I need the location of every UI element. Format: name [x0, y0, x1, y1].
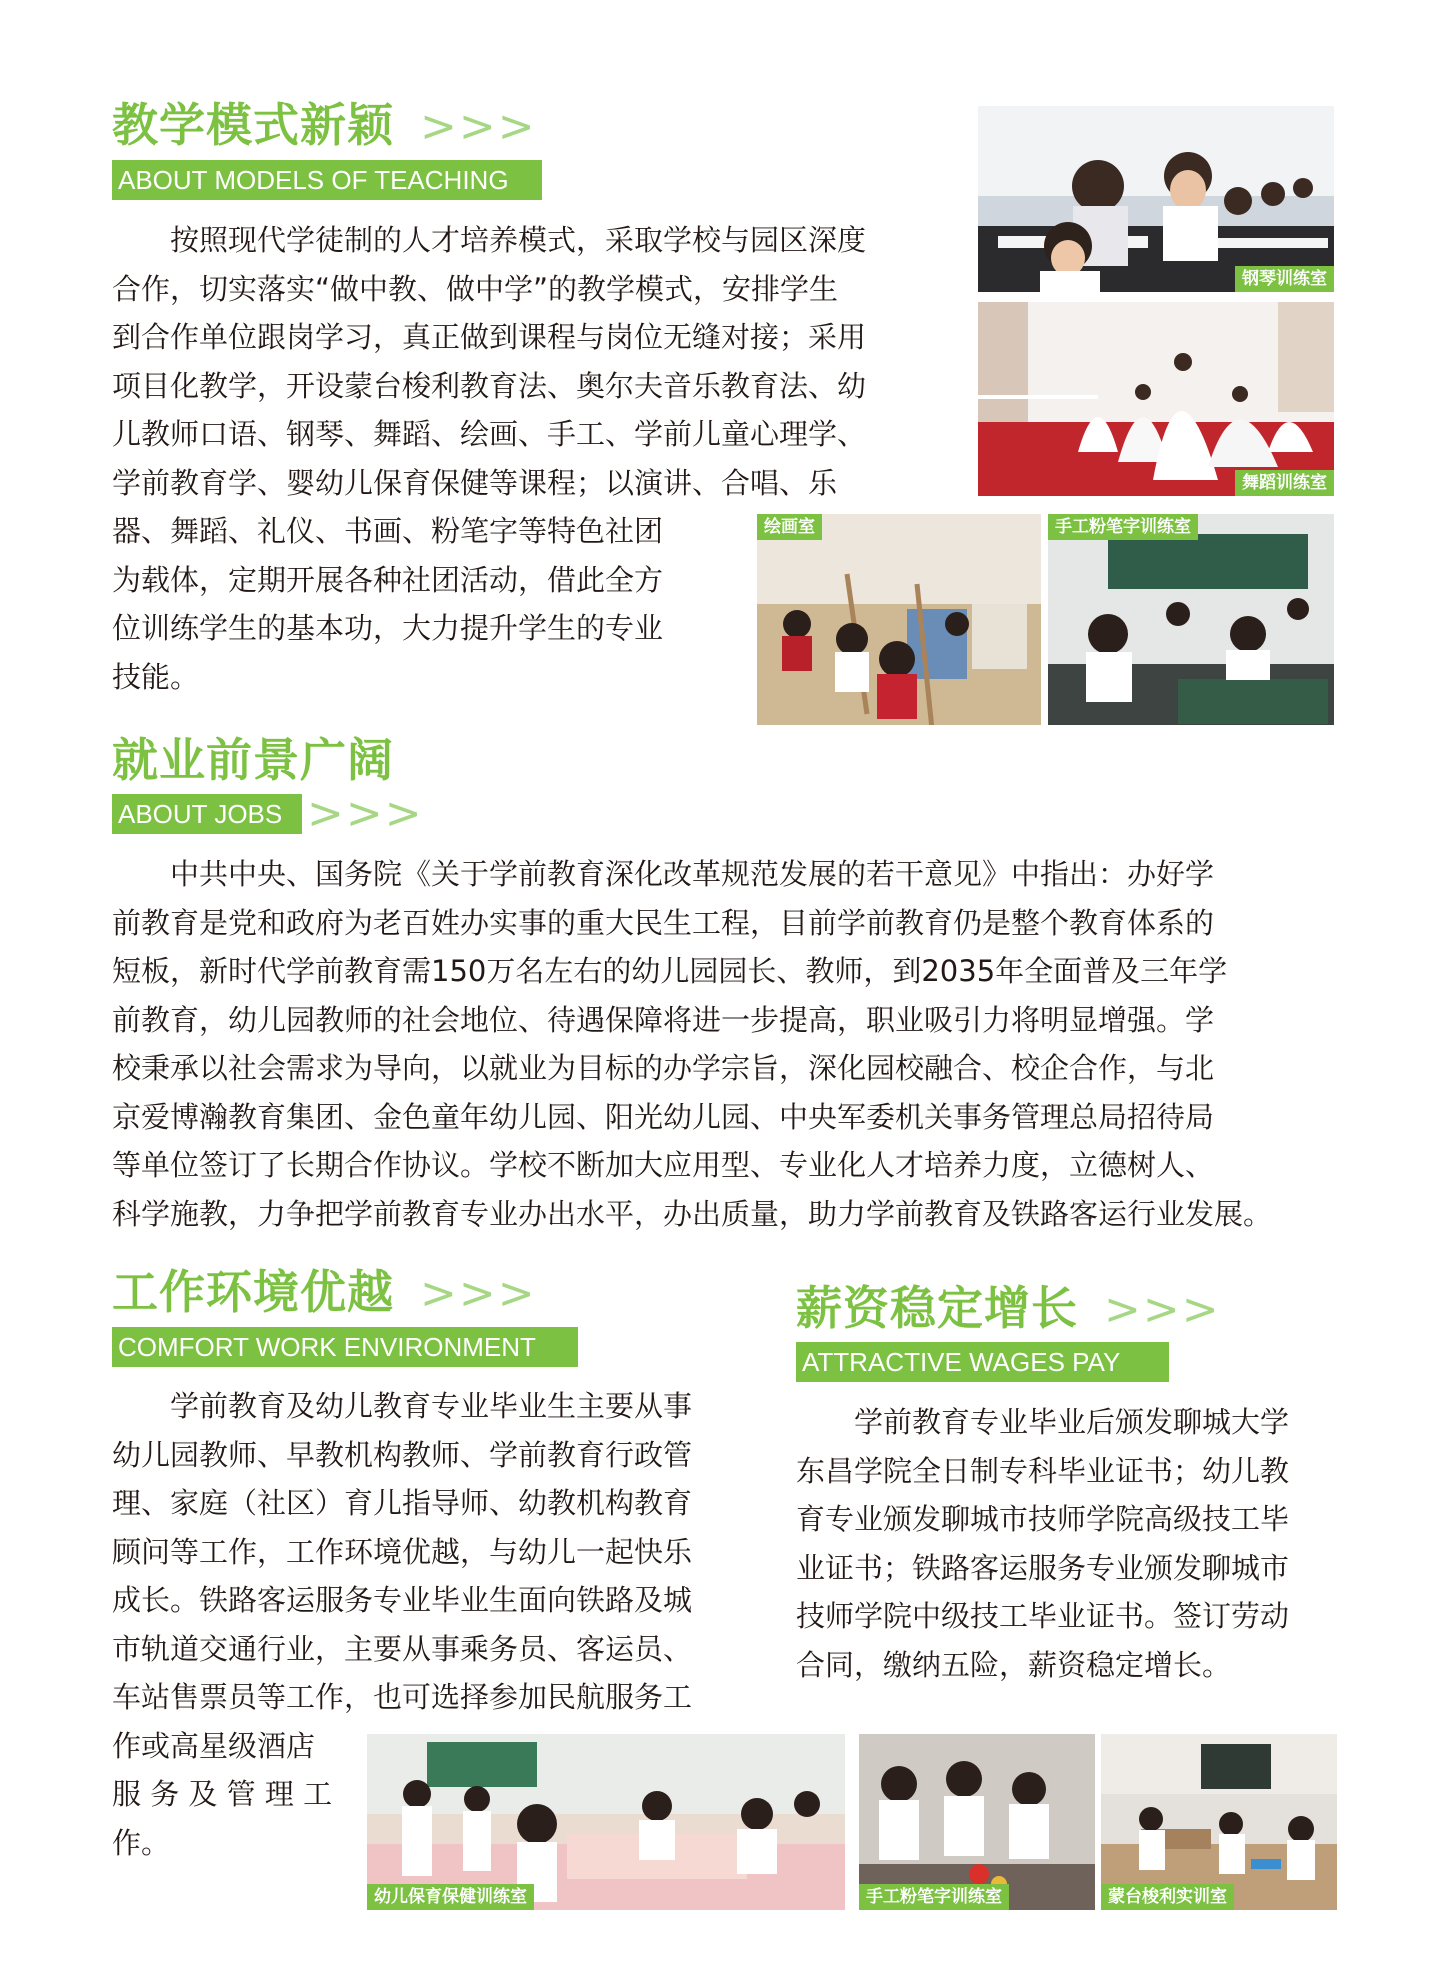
text-line: 作或高星级酒店: [112, 1728, 316, 1763]
photo-dance-room: [976, 300, 1336, 498]
section-title-jobs: 就业前景广阔: [112, 733, 394, 787]
photo-caption: 幼儿保育保健训练室: [367, 1884, 534, 1910]
arrows-decoration: >>>: [1104, 1284, 1221, 1335]
photo-childcare-room: [365, 1732, 847, 1912]
arrows-decoration: >>>: [420, 1268, 537, 1319]
section-subtitle-teaching: ABOUT MODELS OF TEACHING: [112, 160, 542, 200]
section-body-wages: [796, 1398, 1356, 1689]
photo-caption: 钢琴训练室: [1235, 266, 1334, 292]
text-line: 科学施教，力争把学前教育专业办出水平，办出质量，助力学前教育及铁路客运行业发展。: [112, 1196, 1273, 1231]
photo-montessori-room: [1099, 1732, 1339, 1912]
photo-caption: 舞蹈训练室: [1235, 470, 1334, 496]
text-line: 育专业颁发聊城市技师学院高级技工毕: [796, 1502, 1290, 1536]
text-line: 幼儿园教师、早教机构教师、学前教育行政管: [112, 1437, 693, 1472]
text-line: 位训练学生的基本功，大力提升学生的专业: [112, 611, 664, 645]
section-subtitle-environment: COMFORT WORK ENVIRONMENT: [112, 1327, 578, 1367]
arrows-decoration: >>>: [420, 101, 537, 152]
text-line: 前教育，幼儿园教师的社会地位、待遇保障将进一步提高，职业吸引力将明显增强。学: [112, 1002, 1215, 1037]
text-line: 等单位签订了长期合作协议。学校不断加大应用型、专业化人才培养力度，立德树人、: [112, 1148, 1215, 1182]
dance-scene-illustration: [978, 302, 1336, 498]
photo-piano-room: [976, 104, 1336, 294]
text-line: 作。: [112, 1825, 171, 1860]
text-line: 学前教育学、婴幼儿保育保健等课程；以演讲、合唱、乐: [112, 465, 838, 500]
section-title-wages: 薪资稳定增长: [796, 1281, 1078, 1335]
text-line: 到合作单位跟岗学习，真正做到课程与岗位无缝对接；采用: [112, 320, 867, 354]
text-line: 京爱博瀚教育集团、金色童年幼儿园、阳光幼儿园、中央军委机关事务管理总局招待局: [112, 1099, 1215, 1134]
section-subtitle-jobs: ABOUT JOBS: [112, 794, 302, 834]
text-line: 合作，切实落实“做中教、做中学”的教学模式，安排学生: [112, 271, 839, 306]
text-line: 技能。: [112, 659, 200, 694]
section-title-teaching: 教学模式新颖: [112, 98, 394, 152]
arrows-decoration: >>>: [307, 788, 424, 839]
photo-chalk-room-2: [857, 1732, 1097, 1912]
text-line: 车站售票员等工作，也可选择参加民航服务工: [112, 1680, 693, 1714]
photo-caption: 蒙台梭利实训室: [1101, 1884, 1234, 1910]
text-line: 前教育是党和政府为老百姓办实事的重大民生工程，目前学前教育仍是整个教育体系的: [112, 905, 1215, 940]
text-line: 学前教育及幼儿教育专业毕业生主要从事: [112, 1389, 693, 1423]
text-line: 校秉承以社会需求为导向，以就业为目标的办学宗旨，深化园校融合、校企合作，与北: [112, 1051, 1215, 1085]
text-line: 理、家庭（社区）育儿指导师、幼教机构教育: [112, 1486, 693, 1520]
section-body-jobs: [112, 850, 1342, 1238]
photo-caption: 手工粉笔字训练室: [1048, 514, 1198, 540]
text-line: 技师学院中级技工毕业证书。签订劳动: [796, 1599, 1290, 1633]
section-title-environment: 工作环境优越: [112, 1265, 394, 1319]
text-line: 项目化教学，开设蒙台梭利教育法、奥尔夫音乐教育法、幼: [112, 368, 867, 403]
text-line: 儿教师口语、钢琴、舞蹈、绘画、手工、学前儿童心理学、: [112, 417, 867, 451]
text-line: 为载体，定期开展各种社团活动，借此全方: [112, 562, 664, 597]
photo-drawing-room: [755, 512, 1043, 727]
text-line: 成长。铁路客运服务专业毕业生面向铁路及城: [112, 1583, 693, 1617]
text-line: 合同，缴纳五险，薪资稳定增长。: [796, 1647, 1232, 1682]
text-line: 市轨道交通行业，主要从事乘务员、客运员、: [112, 1631, 693, 1666]
text-line: 顾问等工作，工作环境优越，与幼儿一起快乐: [112, 1534, 693, 1569]
text-line: 东昌学院全日制专科毕业证书；幼儿教: [796, 1453, 1290, 1488]
photo-chalk-room: [1046, 512, 1336, 727]
text-line: 学前教育专业毕业后颁发聊城大学: [796, 1405, 1290, 1439]
photo-caption: 手工粉笔字训练室: [859, 1884, 1009, 1910]
text-line: 短板，新时代学前教育需150万名左右的幼儿园园长、教师，到2035年全面普及三年学: [112, 954, 1228, 988]
chalk-scene-illustration: [1048, 514, 1336, 727]
drawing-scene-illustration: [757, 514, 1043, 727]
text-line: 服 务 及 管 理 工: [112, 1777, 333, 1811]
text-line: 按照现代学徒制的人才培养模式，采取学校与园区深度: [112, 223, 867, 257]
text-line: 业证书；铁路客运服务专业颁发聊城市: [796, 1550, 1290, 1585]
photo-caption: 绘画室: [757, 514, 822, 540]
text-line: 器、舞蹈、礼仪、书画、粉笔字等特色社团: [112, 514, 664, 548]
text-line: 中共中央、国务院《关于学前教育深化改革规范发展的若干意见》中指出：办好学: [112, 857, 1215, 891]
section-subtitle-wages: ATTRACTIVE WAGES PAY: [796, 1342, 1169, 1382]
